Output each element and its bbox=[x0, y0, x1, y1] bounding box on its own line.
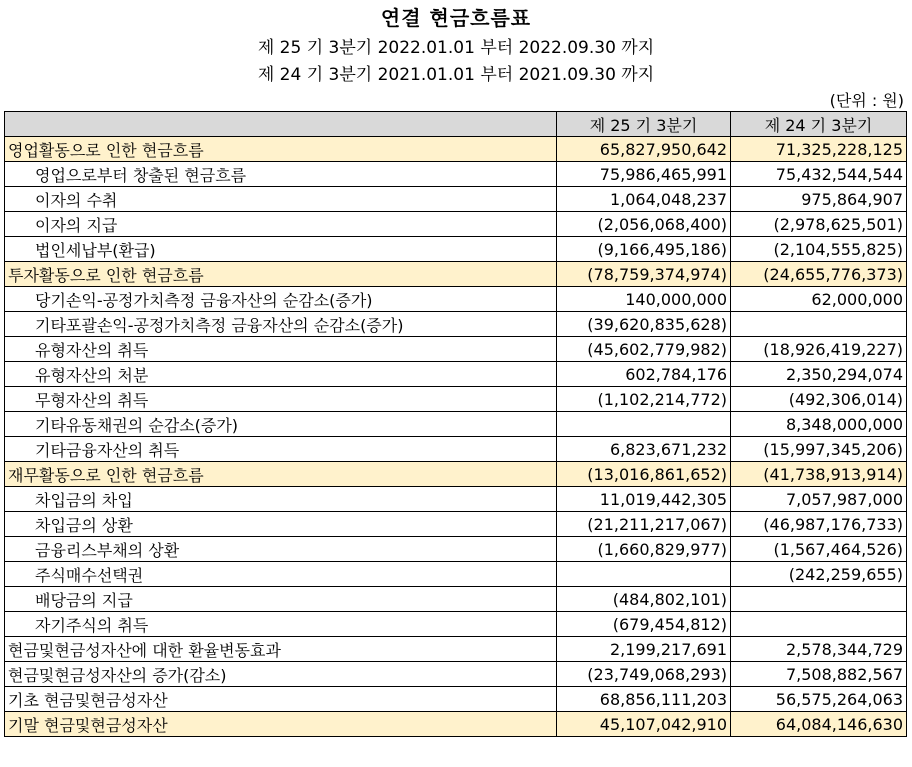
table-row bbox=[5, 437, 907, 462]
prior-period-value: 7,057,987,000 bbox=[731, 487, 907, 512]
prior-period-value: 2,350,294,074 bbox=[731, 362, 907, 387]
row-label: 기말 현금및현금성자산 bbox=[5, 712, 557, 737]
section-row bbox=[5, 137, 907, 162]
prior-period-value: (18,926,419,227) bbox=[731, 337, 907, 362]
prior-period-value: 975,864,907 bbox=[731, 187, 907, 212]
table-row bbox=[5, 312, 907, 337]
table-row bbox=[5, 587, 907, 612]
table-row bbox=[5, 412, 907, 437]
prior-period-value: (41,738,913,914) bbox=[731, 462, 907, 487]
row-label: 기타유동채권의 순감소(증가) bbox=[5, 412, 557, 437]
prior-period-value: (24,655,776,373) bbox=[731, 262, 907, 287]
prior-period-value: 56,575,264,063 bbox=[731, 687, 907, 712]
section-row bbox=[5, 262, 907, 287]
current-period-value: 6,823,671,232 bbox=[557, 437, 731, 462]
table-row bbox=[5, 512, 907, 537]
period-prior: 제 24 기 3분기 2021.01.01 부터 2021.09.30 까지 bbox=[257, 65, 655, 85]
row-label: 차입금의 차입 bbox=[5, 487, 557, 512]
prior-period-value: (242,259,655) bbox=[731, 562, 907, 587]
table-row bbox=[5, 662, 907, 687]
prior-period-value: (492,306,014) bbox=[731, 387, 907, 412]
row-label: 현금및현금성자산의 증가(감소) bbox=[5, 662, 557, 687]
period-current: 제 25 기 3분기 2022.01.01 부터 2022.09.30 까지 bbox=[257, 38, 655, 58]
prior-period-value bbox=[731, 612, 907, 637]
current-period-value: 65,827,950,642 bbox=[557, 137, 731, 162]
current-period-value bbox=[557, 412, 731, 437]
current-period-value: (9,166,495,186) bbox=[557, 237, 731, 262]
row-label: 법인세납부(환급) bbox=[5, 237, 557, 262]
row-label: 금융리스부채의 상환 bbox=[5, 537, 557, 562]
prior-period-value: 62,000,000 bbox=[731, 287, 907, 312]
table-row bbox=[5, 537, 907, 562]
current-period-value: (23,749,068,293) bbox=[557, 662, 731, 687]
prior-period-value: 75,432,544,544 bbox=[731, 162, 907, 187]
current-period-value: (45,602,779,982) bbox=[557, 337, 731, 362]
current-period-value: 68,856,111,203 bbox=[557, 687, 731, 712]
current-period-value: 1,064,048,237 bbox=[557, 187, 731, 212]
prior-period-value bbox=[731, 587, 907, 612]
unit-label: (단위 : 원) bbox=[829, 91, 904, 110]
row-label: 영업활동으로 인한 현금흐름 bbox=[5, 137, 557, 162]
current-period-value: (1,102,214,772) bbox=[557, 387, 731, 412]
table-row bbox=[5, 687, 907, 712]
row-label: 영업으로부터 창출된 현금흐름 bbox=[5, 162, 557, 187]
header-label-cell bbox=[5, 112, 557, 137]
cash-flow-table bbox=[4, 111, 907, 737]
section-row bbox=[5, 462, 907, 487]
table-row bbox=[5, 162, 907, 187]
table-row bbox=[5, 187, 907, 212]
row-label: 기타금융자산의 취득 bbox=[5, 437, 557, 462]
current-period-value: (13,016,861,652) bbox=[557, 462, 731, 487]
row-label: 차입금의 상환 bbox=[5, 512, 557, 537]
table-row bbox=[5, 487, 907, 512]
header-prior-period: 제 24 기 3분기 bbox=[731, 112, 907, 137]
current-period-value: (21,211,217,067) bbox=[557, 512, 731, 537]
row-label: 유형자산의 취득 bbox=[5, 337, 557, 362]
row-label: 주식매수선택권 bbox=[5, 562, 557, 587]
current-period-value: (679,454,812) bbox=[557, 612, 731, 637]
prior-period-value: 8,348,000,000 bbox=[731, 412, 907, 437]
current-period-value: (2,056,068,400) bbox=[557, 212, 731, 237]
prior-period-value: 2,578,344,729 bbox=[731, 637, 907, 662]
current-period-value: (78,759,374,974) bbox=[557, 262, 731, 287]
current-period-value: 11,019,442,305 bbox=[557, 487, 731, 512]
table-row bbox=[5, 237, 907, 262]
table-row bbox=[5, 562, 907, 587]
table-row bbox=[5, 387, 907, 412]
prior-period-value: (2,104,555,825) bbox=[731, 237, 907, 262]
prior-period-value bbox=[731, 312, 907, 337]
row-label: 현금및현금성자산에 대한 환율변동효과 bbox=[5, 637, 557, 662]
table-row bbox=[5, 287, 907, 312]
table-body bbox=[5, 137, 907, 737]
section-row bbox=[5, 712, 907, 737]
table-header-row bbox=[5, 112, 907, 137]
current-period-value: 75,986,465,991 bbox=[557, 162, 731, 187]
current-period-value: (1,660,829,977) bbox=[557, 537, 731, 562]
current-period-value: 602,784,176 bbox=[557, 362, 731, 387]
prior-period-value: (46,987,176,733) bbox=[731, 512, 907, 537]
table-row bbox=[5, 637, 907, 662]
prior-period-value: (1,567,464,526) bbox=[731, 537, 907, 562]
row-label: 배당금의 지급 bbox=[5, 587, 557, 612]
row-label: 자기주식의 취득 bbox=[5, 612, 557, 637]
row-label: 이자의 수취 bbox=[5, 187, 557, 212]
current-period-value: (484,802,101) bbox=[557, 587, 731, 612]
row-label: 유형자산의 처분 bbox=[5, 362, 557, 387]
current-period-value: (39,620,835,628) bbox=[557, 312, 731, 337]
header-current-period: 제 25 기 3분기 bbox=[557, 112, 731, 137]
prior-period-value: (2,978,625,501) bbox=[731, 212, 907, 237]
prior-period-value: 7,508,882,567 bbox=[731, 662, 907, 687]
table-row bbox=[5, 337, 907, 362]
row-label: 무형자산의 취득 bbox=[5, 387, 557, 412]
statement-title: 연결 현금흐름표 bbox=[380, 6, 532, 30]
table-row bbox=[5, 612, 907, 637]
row-label: 기초 현금및현금성자산 bbox=[5, 687, 557, 712]
row-label: 투자활동으로 인한 현금흐름 bbox=[5, 262, 557, 287]
prior-period-value: 71,325,228,125 bbox=[731, 137, 907, 162]
row-label: 기타포괄손익-공정가치측정 금융자산의 순감소(증가) bbox=[5, 312, 557, 337]
table-row bbox=[5, 362, 907, 387]
row-label: 이자의 지급 bbox=[5, 212, 557, 237]
current-period-value: 140,000,000 bbox=[557, 287, 731, 312]
current-period-value bbox=[557, 562, 731, 587]
prior-period-value: 64,084,146,630 bbox=[731, 712, 907, 737]
row-label: 당기손익-공정가치측정 금융자산의 순감소(증가) bbox=[5, 287, 557, 312]
prior-period-value: (15,997,345,206) bbox=[731, 437, 907, 462]
row-label: 재무활동으로 인한 현금흐름 bbox=[5, 462, 557, 487]
current-period-value: 45,107,042,910 bbox=[557, 712, 731, 737]
current-period-value: 2,199,217,691 bbox=[557, 637, 731, 662]
table-row bbox=[5, 212, 907, 237]
